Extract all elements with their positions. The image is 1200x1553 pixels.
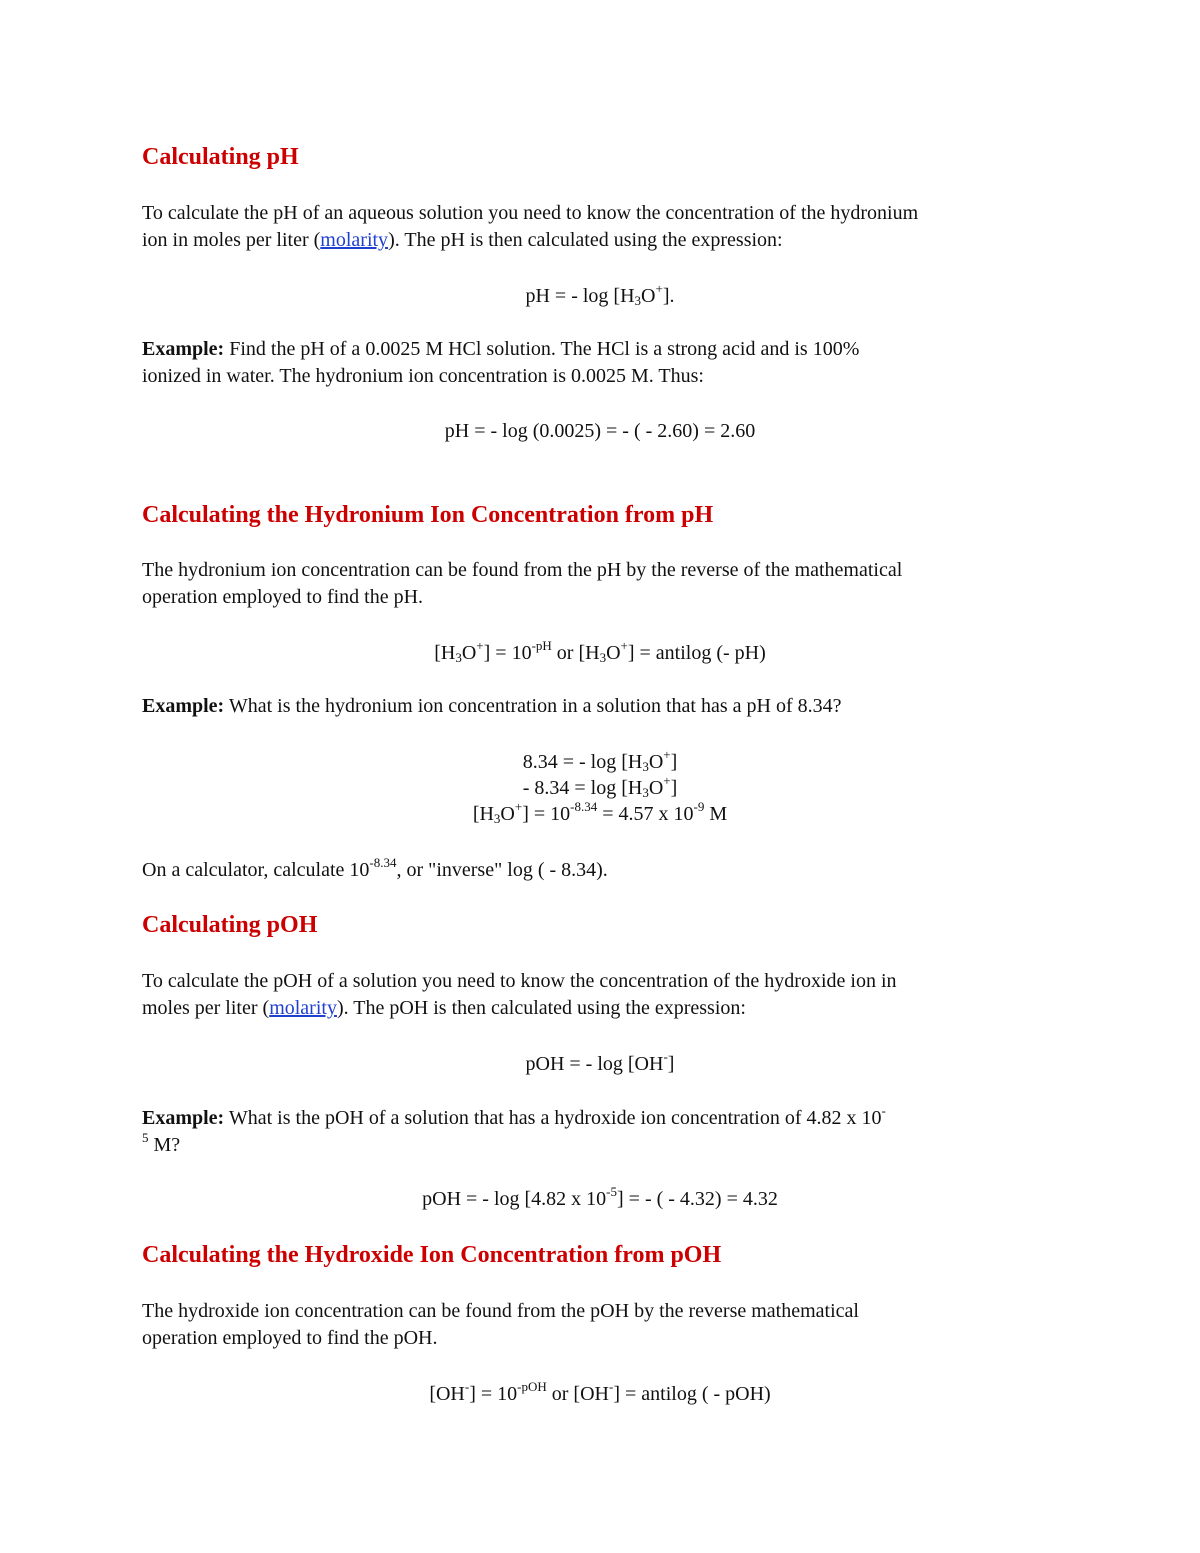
- paragraph-ph-intro-line2: ion in moles per liter (molarity). The pH is then calculated using the expression:: [142, 229, 783, 251]
- molarity-link[interactable]: molarity: [269, 997, 337, 1019]
- example-label: Example:: [142, 338, 225, 360]
- paragraph-hydroxide-line2: operation employed to find the pOH.: [142, 1327, 438, 1349]
- example-label: Example:: [142, 1107, 225, 1129]
- calculator-note: On a calculator, calculate $10^{-8.34}$, or "inverse" log ( - 8.34).: [142, 855, 608, 881]
- example-hydronium: Example: What is the hydronium ion concentration in a solution that has a pH of 8.34?: [142, 695, 842, 717]
- equation-hydronium-antilog: $[H_3O^+] = 10^{-pH}$ or $[H_3O^+]$ = antilog (- pH): [434, 638, 766, 665]
- heading-calculating-poh: Calculating pOH: [142, 912, 318, 938]
- paragraph-ph-intro-line1: To calculate the pH of an aqueous solution you need to know the concentration of the hydronium: [142, 202, 919, 224]
- example-ph-line2: ionized in water. The hydronium ion concentration is 0.0025 M. Thus:: [142, 365, 704, 387]
- worked-step-3: $[H_3O^+] = 10^{-8.34} = 4.57$ x $10^{-9}$ M: [472, 799, 728, 826]
- equation-poh-definition: pOH = - log [OH-]: [525, 1049, 675, 1075]
- paragraph-poh-intro-line1: To calculate the pOH of a solution you need to know the concentration of the hydroxide ion in: [142, 970, 897, 992]
- example-poh-line1: Example: What is the pOH of a solution that has a hydroxide ion concentration of 4.82 x 10-: [142, 1103, 886, 1129]
- calculation-ph: pH = - log (0.0025) = - ( - 2.60) = 2.60: [444, 420, 756, 442]
- heading-hydroxide-from-poh: Calculating the Hydroxide Ion Concentration from pOH: [142, 1242, 722, 1268]
- paragraph-hydronium-line1: The hydronium ion concentration can be found from the pH by the reverse of the mathematical: [142, 559, 903, 581]
- paragraph-hydroxide-line1: The hydroxide ion concentration can be found from the pOH by the reverse mathematical: [142, 1300, 859, 1322]
- heading-hydronium-from-ph: Calculating the Hydronium Ion Concentration from pH: [142, 502, 714, 528]
- example-label: Example:: [142, 695, 225, 717]
- equation-hydroxide-antilog: $[OH^-] = 10^{-pOH}$ or [OH-] = antilog ( - pOH): [429, 1379, 771, 1405]
- calculation-poh: pOH = - log [4.82 x $10^{-5}$] = - ( - 4.32) = 4.32: [422, 1184, 778, 1210]
- example-poh-line2: $^5$ M?: [142, 1130, 181, 1156]
- heading-calculating-ph: Calculating pH: [142, 144, 299, 170]
- example-ph-line1: Example: Find the pH of a 0.0025 M HCl solution. The HCl is a strong acid and is 100%: [142, 338, 860, 360]
- molarity-link[interactable]: molarity: [320, 229, 389, 251]
- worked-step-2: - $8.34 = \log [H_3O^+]$: [522, 773, 678, 800]
- paragraph-poh-intro-line2: moles per liter (molarity). The pOH is then calculated using the expression:: [142, 997, 746, 1019]
- equation-ph-definition: pH = - $\log [H_3O^+]$.: [525, 281, 675, 308]
- worked-step-1: 8.34 = - $\log [H_3O^+]$: [522, 747, 678, 774]
- paragraph-hydronium-line2: operation employed to find the pH.: [142, 586, 424, 608]
